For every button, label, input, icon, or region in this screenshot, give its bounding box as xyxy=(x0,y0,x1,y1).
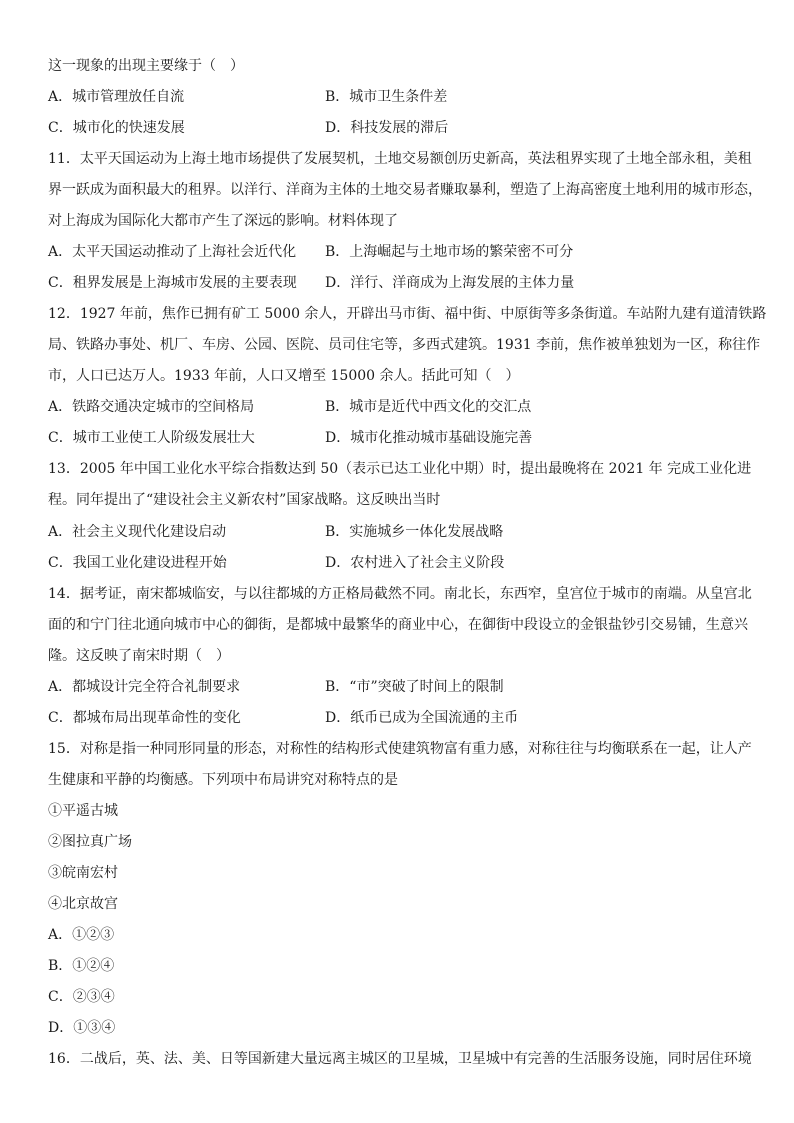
q12-option-a: A．铁路交通决定城市的空间格局 xyxy=(48,399,255,415)
q13-option-b: B．实施城乡一体化发展战略 xyxy=(325,524,504,540)
question-12-line-2: 局、铁路办事处、机厂、车房、公园、医院、员司住宅等，多西式建筑。1931 李前，焦作被单独划为一区，称往作 xyxy=(48,337,761,353)
q11-option-b: B．上海崛起与土地市场的繁荣密不可分 xyxy=(325,244,574,260)
q11-option-c: C．租界发展是上海城市发展的主要表现 xyxy=(48,275,297,291)
q14-option-c: C．都城布局出现革命性的变化 xyxy=(48,710,241,726)
q11-option-d: D．洋行、洋商成为上海发展的主体力量 xyxy=(325,275,575,291)
question-12-line-3: 市，人口已达万人。1933 年前，人口又增至 15000 余人。括此可知（ ） xyxy=(48,368,520,384)
question-14-line-3: 隆。这反映了南宋时期（ ） xyxy=(48,648,230,664)
question-13-line-2: 程。同年提出了“建设社会主义新农村”国家战略。这反映出当时 xyxy=(48,492,441,508)
question-11-line-2: 界一跃成为面积最大的租界。以洋行、洋商为主体的土地交易者赚取暴利，塑造了上海高密度土地利用的城市形态， xyxy=(48,182,762,198)
q10-option-a: A．城市管理放任自流 xyxy=(48,89,185,105)
q10-option-c: C．城市化的快速发展 xyxy=(48,120,185,136)
q11-option-a: A．太平天国运动推动了上海社会近代化 xyxy=(48,244,297,260)
question-11-line-1: 11．太平天国运动为上海土地市场提供了发展契机，土地交易额创历史新高，英法租界实现了土地全部永租，美租 xyxy=(48,151,752,167)
question-15-line-1: 15．对称是指一种同形同量的形态，对称性的结构形式使建筑物富有重力感，对称往往与均衡联系在一起，让人产 xyxy=(48,741,752,757)
question-10-stem-end: 这一现象的出现主要缘于（ ） xyxy=(48,58,244,74)
q13-option-a: A．社会主义现代化建设启动 xyxy=(48,524,227,540)
q15-item-2: ②图拉真广场 xyxy=(48,834,132,850)
q14-option-a: A．都城设计完全符合礼制要求 xyxy=(48,679,241,695)
question-16-line-1: 16．二战后，英、法、美、日等国新建大量远离主城区的卫星城，卫星城中有完善的生活服务设施，同时居住环境 xyxy=(48,1051,752,1067)
q10-option-b: B．城市卫生条件差 xyxy=(325,89,448,105)
question-12-line-1: 12．1927 年前，焦作已拥有矿工 5000 余人，开辟出马市街、福中街、中原街等多条街道。车站附九建有道清铁路 xyxy=(48,306,767,322)
q15-option-c: C．②③④ xyxy=(48,989,115,1005)
q12-option-c: C．城市工业使工人阶级发展壮大 xyxy=(48,430,255,446)
q14-option-b: B．“市”突破了时间上的限制 xyxy=(325,679,504,695)
q12-option-d: D．城市化推动城市基础设施完善 xyxy=(325,430,533,446)
q15-option-d: D．①③④ xyxy=(48,1020,116,1036)
q15-item-4: ④北京故宫 xyxy=(48,896,118,912)
q10-option-d: D．科技发展的滞后 xyxy=(325,120,449,136)
question-15-line-2: 生健康和平静的均衡感。下列项中布局讲究对称特点的是 xyxy=(48,772,398,788)
question-11-line-3: 对上海成为国际化大都市产生了深远的影响。材料体现了 xyxy=(48,213,398,229)
question-13-line-1: 13．2005 年中国工业化水平综合指数达到 50（表示已达工业化中期）时，提出最晚将在 2021 年 完成工业化进 xyxy=(48,461,752,477)
question-14-line-2: 面的和宁门往北通向城市中心的御街，是都城中最繁华的商业中心，在御街中段设立的金银盐钞引交易铺，生意兴 xyxy=(48,617,748,633)
q15-option-b: B．①②④ xyxy=(48,958,115,974)
q15-item-1: ①平遥古城 xyxy=(48,803,118,819)
q15-option-a: A．①②③ xyxy=(48,927,115,943)
q13-option-d: D．农村进入了社会主义阶段 xyxy=(325,555,505,571)
question-14-line-1: 14．据考证，南宋都城临安，与以往都城的方正格局截然不同。南北长，东西窄，皇宫位于城市的南端。从皇宫北 xyxy=(48,586,752,602)
q15-item-3: ③皖南宏村 xyxy=(48,865,118,881)
q12-option-b: B．城市是近代中西文化的交汇点 xyxy=(325,399,532,415)
q13-option-c: C．我国工业化建设进程开始 xyxy=(48,555,227,571)
q14-option-d: D．纸币已成为全国流通的主币 xyxy=(325,710,519,726)
